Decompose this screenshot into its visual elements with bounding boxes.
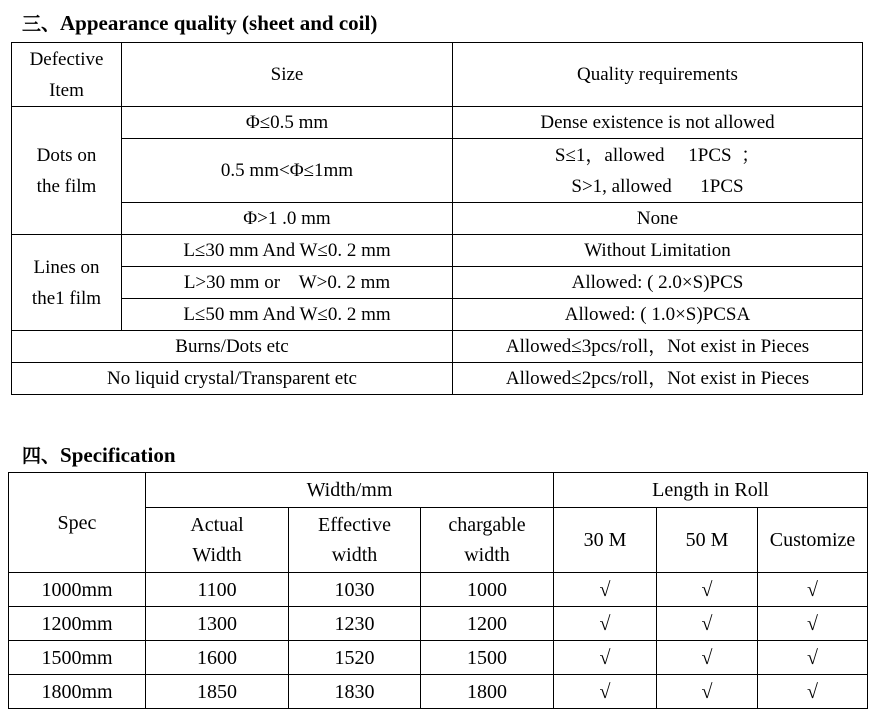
size-cell: 0.5 mm<Φ≤1mm <box>122 139 453 203</box>
section3-heading <box>22 9 377 36</box>
effective-cell: 1830 <box>289 675 421 709</box>
section3-number: 三、 <box>22 13 61 35</box>
header-50m: 50 M <box>657 508 758 573</box>
table-row <box>12 107 863 139</box>
quality-cell: Allowed: ( 1.0×S)PCSA <box>453 299 863 331</box>
table-row <box>12 363 863 395</box>
size-cell: L>30 mm or W>0. 2 mm <box>122 267 453 299</box>
table-row <box>12 267 863 299</box>
table-row <box>12 203 863 235</box>
quality-cell: Dense existence is not allowed <box>453 107 863 139</box>
actual-cell: 1300 <box>146 607 289 641</box>
check-50m: √ <box>657 573 758 607</box>
lines-label: Lines on the1 film <box>12 235 122 331</box>
size-cell: Φ≤0.5 mm <box>122 107 453 139</box>
quality-cell: Allowed≤2pcs/roll，Not exist in Pieces <box>453 363 863 395</box>
check-customize: √ <box>758 641 868 675</box>
size-cell: Φ>1 .0 mm <box>122 203 453 235</box>
section4-heading <box>22 441 176 468</box>
check-50m: √ <box>657 675 758 709</box>
check-30m: √ <box>554 641 657 675</box>
quality-cell: Without Limitation <box>453 235 863 267</box>
quality-cell: Allowed: ( 2.0×S)PCS <box>453 267 863 299</box>
size-cell: L≤30 mm And W≤0. 2 mm <box>122 235 453 267</box>
header-effective-width: Effective width <box>289 508 421 573</box>
check-customize: √ <box>758 607 868 641</box>
specification-table <box>8 472 868 709</box>
quality-cell: Allowed≤3pcs/roll，Not exist in Pieces <box>453 331 863 363</box>
header-30m: 30 M <box>554 508 657 573</box>
appearance-quality-table <box>11 42 863 395</box>
effective-cell: 1230 <box>289 607 421 641</box>
header-width: Width/mm <box>146 473 554 508</box>
table-row <box>12 331 863 363</box>
actual-cell: 1100 <box>146 573 289 607</box>
table-row <box>9 641 868 675</box>
header-defective-item: Defective Item <box>12 43 122 107</box>
check-30m: √ <box>554 675 657 709</box>
chargable-cell: 1200 <box>421 607 554 641</box>
table-row <box>12 139 863 203</box>
actual-cell: 1850 <box>146 675 289 709</box>
table-row <box>9 573 868 607</box>
effective-cell: 1030 <box>289 573 421 607</box>
quality-cell: None <box>453 203 863 235</box>
header-size: Size <box>122 43 453 107</box>
chargable-cell: 1000 <box>421 573 554 607</box>
check-customize: √ <box>758 675 868 709</box>
header-chargable-width: chargable width <box>421 508 554 573</box>
table-header-row <box>12 43 863 107</box>
liquid-label: No liquid crystal/Transparent etc <box>12 363 453 395</box>
spec-cell: 1800mm <box>9 675 146 709</box>
dots-label: Dots on the film <box>12 107 122 235</box>
spec-cell: 1000mm <box>9 573 146 607</box>
check-customize: √ <box>758 573 868 607</box>
chargable-cell: 1800 <box>421 675 554 709</box>
section3-title: Appearance quality (sheet and coil) <box>60 11 378 35</box>
section4-number: 四、 <box>22 445 61 467</box>
spec-cell: 1200mm <box>9 607 146 641</box>
burns-label: Burns/Dots etc <box>12 331 453 363</box>
section4-title: Specification <box>60 443 176 467</box>
effective-cell: 1520 <box>289 641 421 675</box>
size-cell: L≤50 mm And W≤0. 2 mm <box>122 299 453 331</box>
header-actual-width: Actual Width <box>146 508 289 573</box>
header-length: Length in Roll <box>554 473 868 508</box>
spec-cell: 1500mm <box>9 641 146 675</box>
check-30m: √ <box>554 573 657 607</box>
check-50m: √ <box>657 607 758 641</box>
table-row <box>9 607 868 641</box>
header-customize: Customize <box>758 508 868 573</box>
header-spec: Spec <box>9 473 146 573</box>
check-30m: √ <box>554 607 657 641</box>
quality-cell: S≤1，allowed 1PCS ； S>1, allowed 1PCS <box>453 139 863 203</box>
table-row <box>9 675 868 709</box>
table-header-row <box>9 473 868 508</box>
chargable-cell: 1500 <box>421 641 554 675</box>
table-row <box>12 235 863 267</box>
table-row <box>12 299 863 331</box>
header-quality: Quality requirements <box>453 43 863 107</box>
actual-cell: 1600 <box>146 641 289 675</box>
check-50m: √ <box>657 641 758 675</box>
